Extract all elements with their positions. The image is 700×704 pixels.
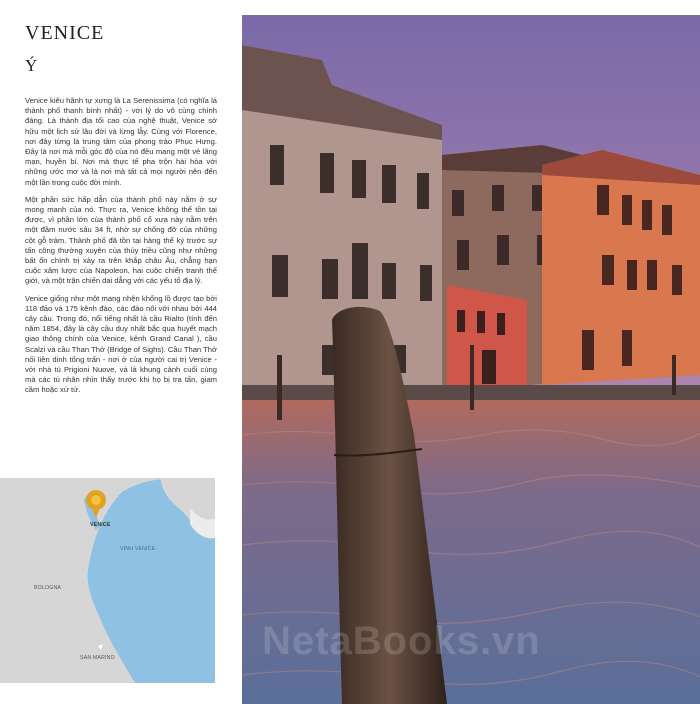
- map-graphic: [0, 478, 215, 683]
- watermark: NetaBooks.vn: [262, 619, 541, 663]
- map-label-bologna: BOLOGNA: [34, 585, 62, 591]
- map-label-gulf: VỊNH VENICE: [120, 546, 156, 552]
- text-column: [0, 0, 232, 704]
- paragraph-3: Venice giống như một mạng nhện khổng lồ được tạo bởi 118 đảo và 175 kênh đào, các đảo nối với nhau bởi 444 cây cầu. Trong đó, nổi tiếng nhất là cầu Rialto (tính đến năm 1854, đây là cây cầu duy nhất bắc qua huyết mạch giao thông chính của Venice, kênh Grand Canal ), cầu Scalzi và cầu Than Thở (Bridge of Sighs). Cầu Than Thở nối liền dinh tổng trấn - nơi ở của người cai trị Venice - với nhà tù Prigioni Nuove, và là khung cảnh cuối cùng mà các tù nhân nhìn thấy trước khi họ bị tra tấn, giam cầm hoặc xử tử.: [25, 293, 217, 395]
- map-label-san-marino: SAN MARINO: [80, 655, 115, 661]
- paragraph-1: Venice kiêu hãnh tự xưng là La Serenissima (có nghĩa là thành phố thanh bình nhất) - với lý do vô cùng chính đáng. Là thành địa tối cao của nghệ thuật, Venice sở hữu một lịch sử lâu đời và lừng lẫy. Cùng với Florence, nơi đây từng là trung tâm của phong trào Phục Hưng. Đây là nơi mà mỗi góc độ của nó đều mang một vẻ lãng mạn, huyền bí. Nơi mà thực tế pha trộn hài hòa với những ước mơ và là nơi mà tất cả mọi người nên đến một lần trong cuộc đời mình.: [25, 96, 217, 187]
- body-text: [25, 96, 217, 403]
- location-map: [0, 478, 215, 683]
- page-subtitle: Ý: [25, 56, 38, 75]
- map-label-venice: VENICE: [90, 522, 111, 528]
- paragraph-2: Một phần sức hấp dẫn của thành phố này nằm ở sự mong manh của nó. Thực ra, Venice không thể tồn tại được, vì phần lớn của thành phố cổ xưa này nằm trên một đầm nước sâu 34 ft, nhờ sự chống đỡ của những cột gỗ tràm. Thành phố đã tồn tại hàng thế kỷ trước sự tấn công thường xuyên của thủy triều cũng như những bất ổn chính trị xảy ra trên khắp châu Âu, chẳng hạn cuộc xâm lược của Napoleon, hai cuộc chiến tranh thế giới, và một trận chiến dai dẳng với các yếu tố địa lý.: [25, 194, 217, 286]
- venice-photo: [242, 15, 700, 704]
- page-title: VENICE: [25, 22, 105, 44]
